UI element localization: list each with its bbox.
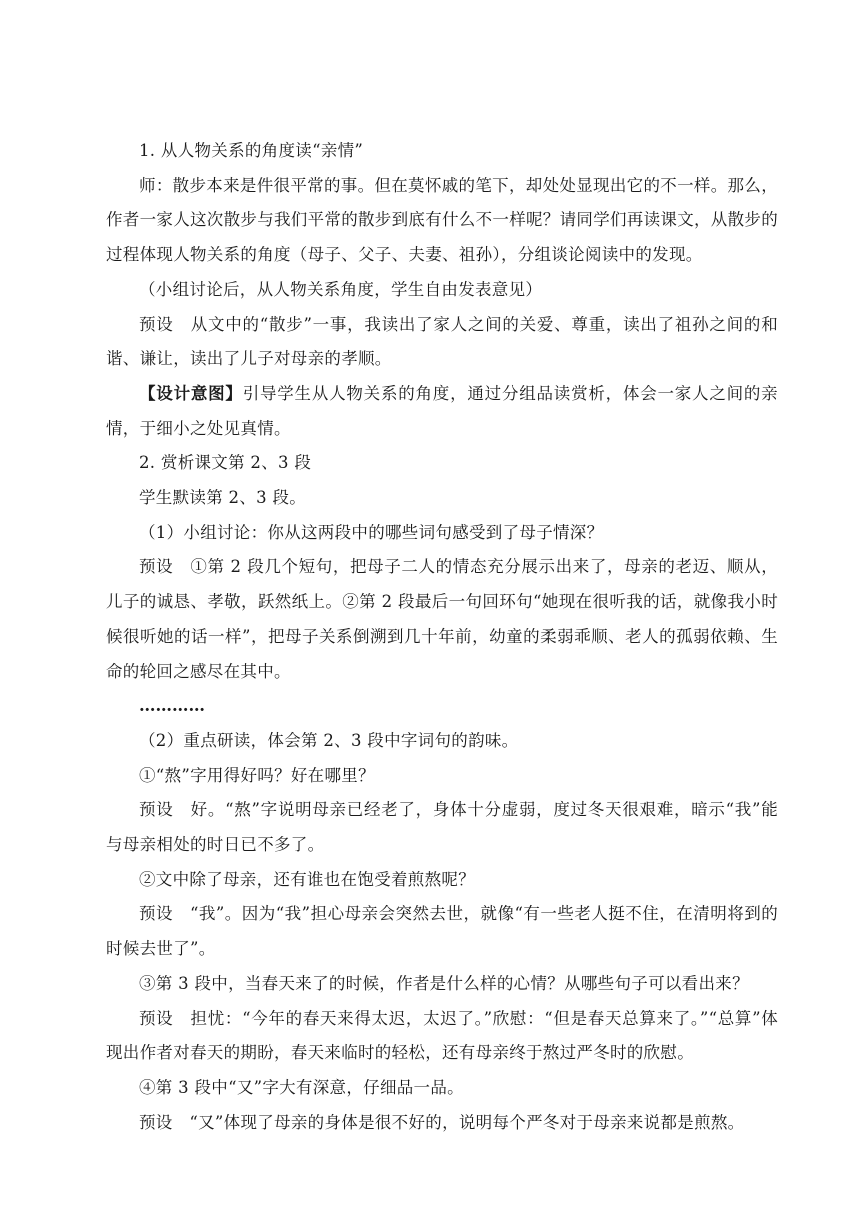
preset-answer-1: 预设 从文中的“散步”一事，我读出了家人之间的关爱、尊重，读出了祖孙之间的和谐、谦让，读出了儿子对母亲的孝顺。 [106,314,778,369]
preset-answer-2: 预设 ①第 2 段几个短句，把母子二人的情态充分展示出来了，母亲的老迈、顺从，儿子的诚恳、孝敬，跃然纸上。②第 2 段最后一句回环句“她现在很听我的话，就像我小时候很听她的话一样”，把母子关系倒溯到几十年前，幼童的柔弱乖顺、老人的孤弱依赖、生命的轮回之感尽在其中。 [106,557,778,681]
preset-answer-3: 预设 好。“熬”字说明母亲已经老了，身体十分虚弱，度过冬天很艰难，暗示“我”能与母亲相处的时日已不多了。 [106,800,778,855]
question-2: ②文中除了母亲，还有谁也在饱受着煎熬呢？ [139,869,475,889]
group-discussion-question: （1）小组讨论：你从这两段中的哪些词句感受到了母子情深？ [139,522,604,542]
design-intent-label: 【设计意图】 [139,383,243,403]
section-heading-1: 1. 从人物关系的角度读“亲情” [139,141,364,160]
reading-instruction: 学生默读第 2、3 段。 [139,488,307,508]
question-3: ③第 3 段中，当春天来了的时候，作者是什么样的心情？从哪些句子可以看出来？ [139,973,749,993]
design-intent [106,377,778,446]
preset-answer-6: 预设 “又”体现了母亲的身体是很不好的，说明每个严冬对于母亲来说都是煎熬。 [139,1112,745,1132]
question-1: ①“熬”字用得好吗？好在哪里？ [139,765,375,785]
focused-reading-task: （2）重点研读，体会第 2、3 段中字词句的韵味。 [139,730,519,750]
design-intent-text: 引导学生从人物关系的角度，通过分组品读赏析，体会一家人之间的亲情，于细小之处见真情。 [106,383,778,438]
preset-answer-4: 预设 “我”。因为“我”担心母亲会突然去世，就像“有一些老人挺不住，在清明将到的时候去世了”。 [106,904,778,959]
section-heading-2: 2. 赏析课文第 2、3 段 [139,453,312,473]
ellipsis: ………… [139,696,205,716]
discussion-note: （小组讨论后，从人物关系角度，学生自由发表意见） [139,279,543,299]
preset-answer-5: 预设 担忧：“今年的春天来得太迟，太迟了。”欣慰：“但是春天总算来了。”“总算”体现出作者对春天的期盼，春天来临时的轻松，还有母亲终于熬过严冬时的欣慰。 [106,1008,778,1063]
teacher-prompt: 师：散步本来是件很平常的事。但在莫怀戚的笔下，却处处显现出它的不一样。那么，作者一家人这次散步与我们平常的散步到底有什么不一样呢？请同学们再读课文，从散步的过程体现人物关系的角度（母子、父子、夫妻、祖孙），分组谈论阅读中的发现。 [106,175,778,265]
document-body [106,134,778,1140]
question-4: ④第 3 段中“又”字大有深意，仔细品一品。 [139,1077,464,1097]
